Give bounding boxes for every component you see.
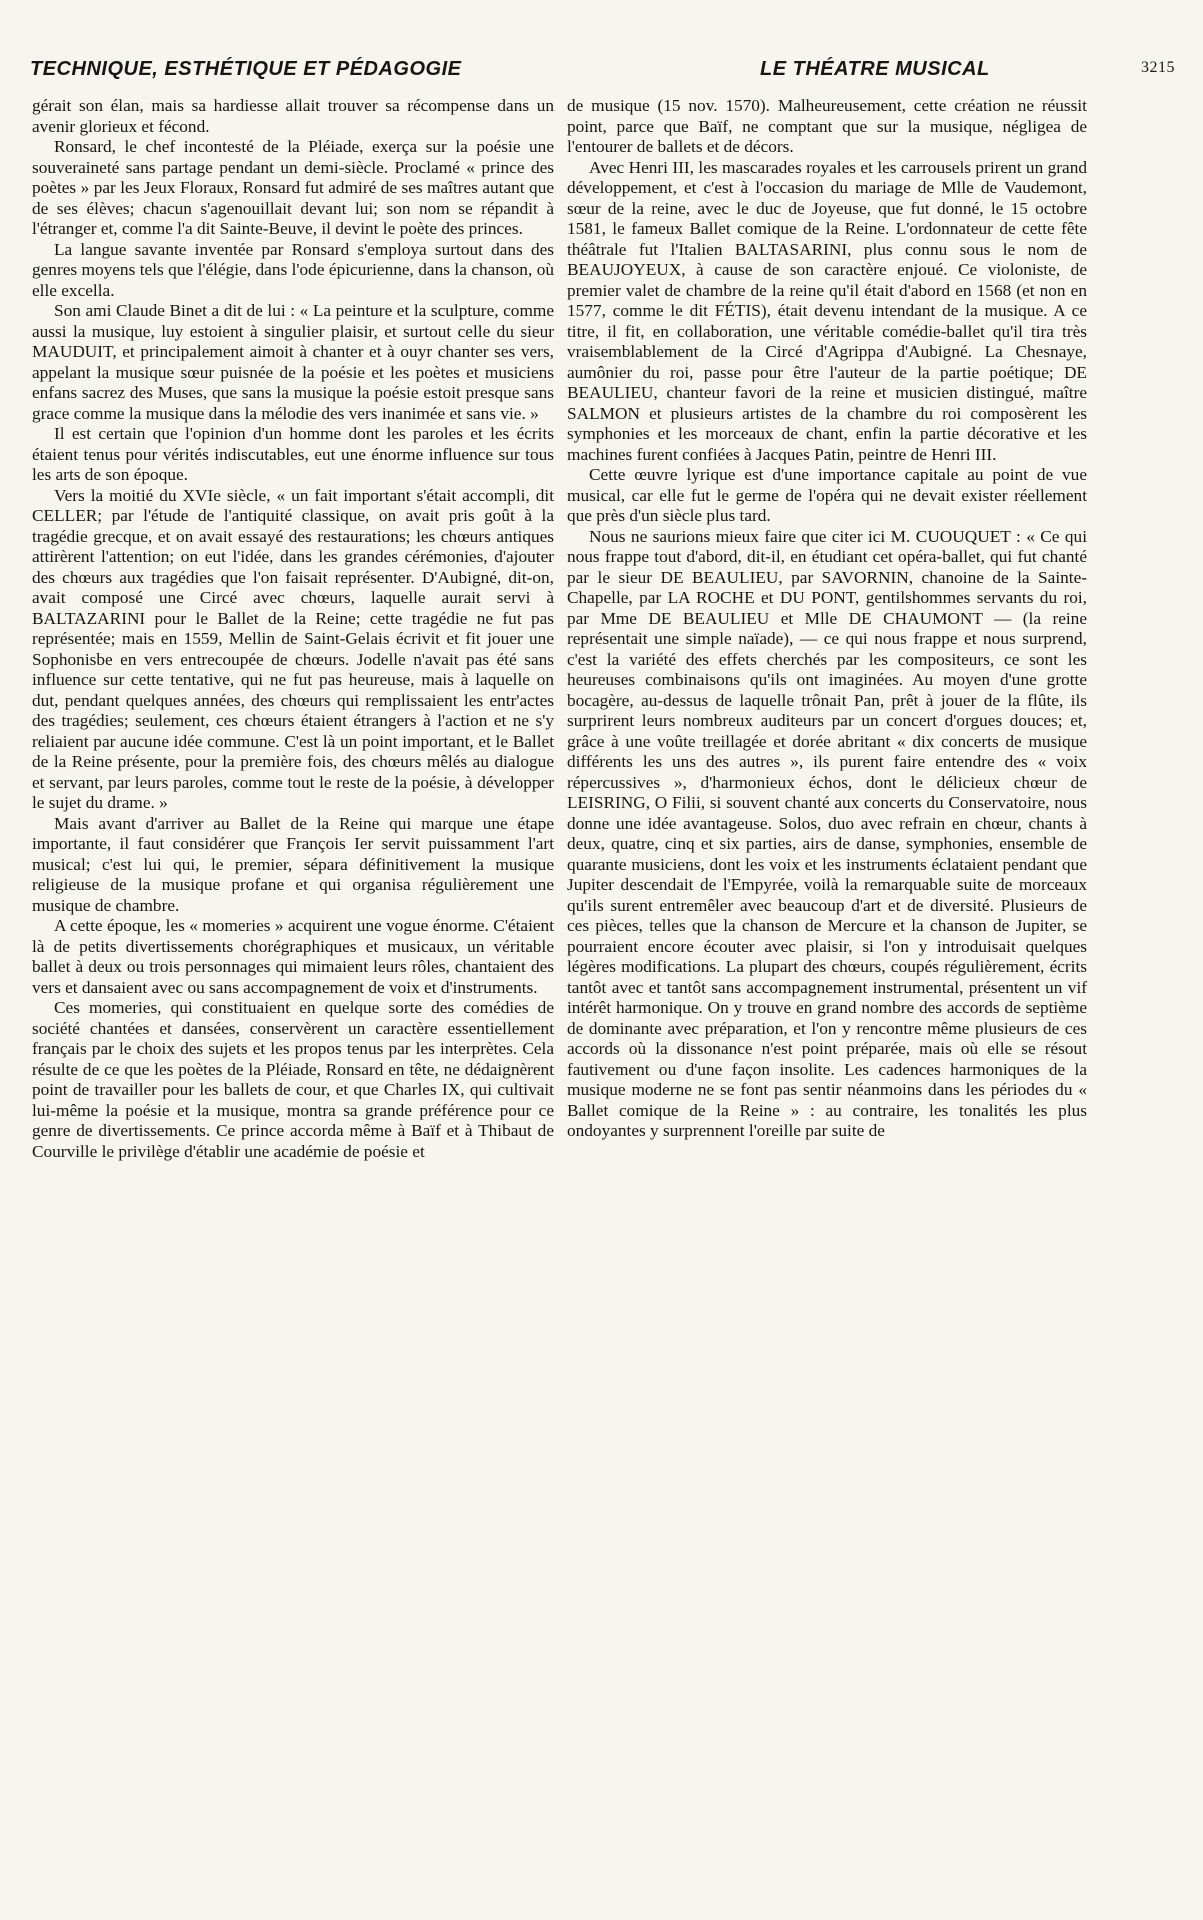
paragraph: Avec Henri III, les mascarades royales et les carrousels prirent un grand développement, et c'est à l'occasion du mariage de Mlle de Vaudemont, sœur de la reine, avec le duc de Joyeuse, que fut donné, le 15 octobre 1581, le fameux Ballet comique de la Reine. L'ordonnateur de cette fête théâtrale fut l'Italien BALTASARINI, plus connu sous le nom de BEAUJOYEUX, à cause de son caractère enjoué. Ce violoniste, de premier valet de chambre de la reine qu'il était d'abord en 1568 (et non en 1577, comme le dit FÉTIS), était devenu intendant de la musique. A ce titre, il fit, en collaboration, une véritable comédie-ballet qu'il tira très vraisemblablement de la Circé d'Agrippa d'Aubigné. La Chesnaye, aumônier du roi, passe pour être l'auteur de la partie poétique; DE BEAULIEU, chanteur favori de la reine et musicien distingué, maître SALMON et plusieurs artistes de la chambre du roi composèrent les symphonies et les morceaux de chant, enfin la partie décorative et les machines furent confiées à Jacques Patin, peintre de Henri III. xyxy=(567,157,1087,464)
running-header xyxy=(30,58,1183,88)
paragraph: La langue savante inventée par Ronsard s'employa surtout dans des genres moyens tels que l'élégie, dans l'ode épicurienne, dans la chanson, où elle excella. xyxy=(32,239,554,300)
paragraph: Vers la moitié du XVIe siècle, « un fait important s'était accompli, dit CELLER; par l'étude de l'antiquité classique, on avait pris goût à la tragédie grecque, et on avait essayé des restaurations; les chœurs antiques attirèrent l'attention; on eut l'idée, dans les grandes cérémonies, d'ajouter des chœurs aux tragédies que l'on faisait représenter. D'Aubigné, dit-on, avait composé une Circé avec chœurs, laquelle aurait servi à BALTAZARINI pour le Ballet de la Reine; cette tragédie ne fut pas représentée; mais en 1559, Mellin de Saint-Gelais écrivit et fit jouer une Sophonisbe en vers entrecoupée de chœurs. Jodelle n'avait pas été sans influence sur cette tentative, qui ne fut pas heureuse, mais à laquelle on dut, pendant quelques années, des chœurs qui remplissaient les entr'actes des tragédies; seulement, ces chœurs étaient étrangers à l'action et ne s'y reliaient par aucune idée commune. C'est là un point important, et le Ballet de la Reine présente, pour la première fois, des chœurs mêlés au dialogue et servant, par leurs paroles, comme tout le reste de la poésie, à développer le sujet du drame. » xyxy=(32,485,554,812)
paragraph: Ces momeries, qui constituaient en quelque sorte des comédies de société chantées et dansées, conservèrent un caractère essentiellement français par le choix des sujets et les propos tenus par les interprètes. Cela résulte de ce que les poètes de la Pléiade, Ronsard en tête, ne dédaignèrent point de travailler pour les ballets de cour, et que Charles IX, qui cultivait lui-même la poésie et la musique, montra sa grande préférence pour ce genre de divertissements. Ce prince accorda même à Baïf et à Thibaut de Courville le privilège d'établir une académie de poésie et xyxy=(32,998,554,1161)
paragraph: Cette œuvre lyrique est d'une importance capitale au point de vue musical, car elle fut le germe de l'opéra qui ne devait exister réellement que près d'un siècle plus tard. xyxy=(567,465,1087,525)
paragraph: Mais avant d'arriver au Ballet de la Reine qui marque une étape importante, il faut considérer que François Ier servit puissamment l'art musical; c'est lui qui, le premier, sépara définitivement la musique religieuse de la musique profane et qui organisa régulièrement une musique de chambre. xyxy=(32,813,554,915)
header-right-title: LE THÉATRE MUSICAL xyxy=(760,58,990,80)
right-column xyxy=(567,96,1087,1142)
paragraph: A cette époque, les « momeries » acquirent une vogue énorme. C'étaient là de petits divertissements chorégraphiques et musicaux, un véritable ballet à deux ou trois personnages qui mimaient leurs rôles, chantaient des vers et dansaient avec ou sans accompagnement de voix et d'instruments. xyxy=(32,916,554,997)
paragraph: Ronsard, le chef incontesté de la Pléiade, exerça sur la poésie une souveraineté sans partage pendant un demi-siècle. Proclamé « prince des poètes » par les Jeux Floraux, Ronsard fut admiré de ses maîtres autant que de ses élèves; chacun s'agenouillait devant lui; son nom se répandit à l'étranger et, comme l'a dit Sainte-Beuve, il devint le poète des princes. xyxy=(32,137,554,238)
page-number: 3215 xyxy=(1141,59,1175,76)
paragraph: Nous ne saurions mieux faire que citer ici M. CUOUQUET : « Ce qui nous frappe tout d'abord, dit-il, en étudiant cet opéra-ballet, qui fut chanté par le sieur DE BEAULIEU, par SAVORNIN, chanoine de la Sainte-Chapelle, par LA ROCHE et DU PONT, gentilshommes servants du roi, par Mme DE BEAULIEU et Mlle DE CHAUMONT — (la reine représentait une simple naïade), — ce qui nous frappe et nous surprend, c'est la variété des effets cherchés par les compositeurs, ce sont les heureuses combinaisons qu'ils ont imaginées. Au moyen d'une grotte bocagère, au-dessus de laquelle trônait Pan, prêt à jouer de la flûte, ils surprirent leurs nombreux auditeurs par un concert d'orgues douces; et, grâce à une voûte treillagée et dorée abritant « dix concerts de musique différents les uns des autres », ils purent faire entendre des « voix répercussives », d'harmonieux échos, dont le délicieux chœur de LEISRING, O Filii, si souvent chanté aux concerts du Conservatoire, nous donne une idée avantageuse. Solos, duo avec refrain en chœur, chants à deux, quatre, cinq et six parties, airs de danse, symphonies, ensemble de quarante musiciens, dont les voix et les instruments éclataient pendant que Jupiter descendait de l'Empyrée, voilà la remarquable suite de morceaux qu'ils surent entremêler avec beaucoup d'art et de diversité. Plusieurs de ces pièces, telles que la chanson de Mercure et la chanson de Jupiter, se pourraient encore écouter avec plaisir, si l'on y introduisait quelques légères modifications. La plupart des chœurs, coupés régulièrement, écrits tantôt avec et tantôt sans accompagnement instrumental, présentent un vif intérêt harmonique. On y trouve en grand nombre des accords de septième de dominante avec préparation, et l'on y rencontre même plusieurs de ces accords où la dissonance n'est point préparée, mais où elle se résout fautivement ou d'une façon insolite. Les cadences harmoniques de la musique moderne ne se font pas sentir néanmoins dans les périodes du « Ballet comique de la Reine » : au contraire, les tonalités les plus ondoyantes y surprennent l'oreille par suite de xyxy=(567,526,1087,1140)
header-left-title: TECHNIQUE, ESTHÉTIQUE ET PÉDAGOGIE xyxy=(30,58,462,80)
paragraph: de musique (15 nov. 1570). Malheureusement, cette création ne réussit point, parce que Baïf, ne comptant que sur la musique, négligea de l'entourer de ballets et de décors. xyxy=(567,96,1087,156)
paragraph: Son ami Claude Binet a dit de lui : « La peinture et la sculpture, comme aussi la musique, luy estoient à singulier plaisir, et surtout celle du sieur MAUDUIT, et principalement aimoit à chanter et à ouyr chanter ses vers, appelant la musique sœur puisnée de la poésie et les poètes et musiciens enfans sacrez des Muses, que sans la musique la poésie estoit presque sans grace comme la musique dans la mélodie des vers inanimée et sans vie. » xyxy=(32,301,554,423)
left-column xyxy=(32,96,554,1162)
paragraph: Il est certain que l'opinion d'un homme dont les paroles et les écrits étaient tenus pour vérités indiscutables, eut une énorme influence sur tous les arts de son époque. xyxy=(32,424,554,484)
paragraph: gérait son élan, mais sa hardiesse allait trouver sa récompense dans un avenir glorieux et fécond. xyxy=(32,96,554,136)
